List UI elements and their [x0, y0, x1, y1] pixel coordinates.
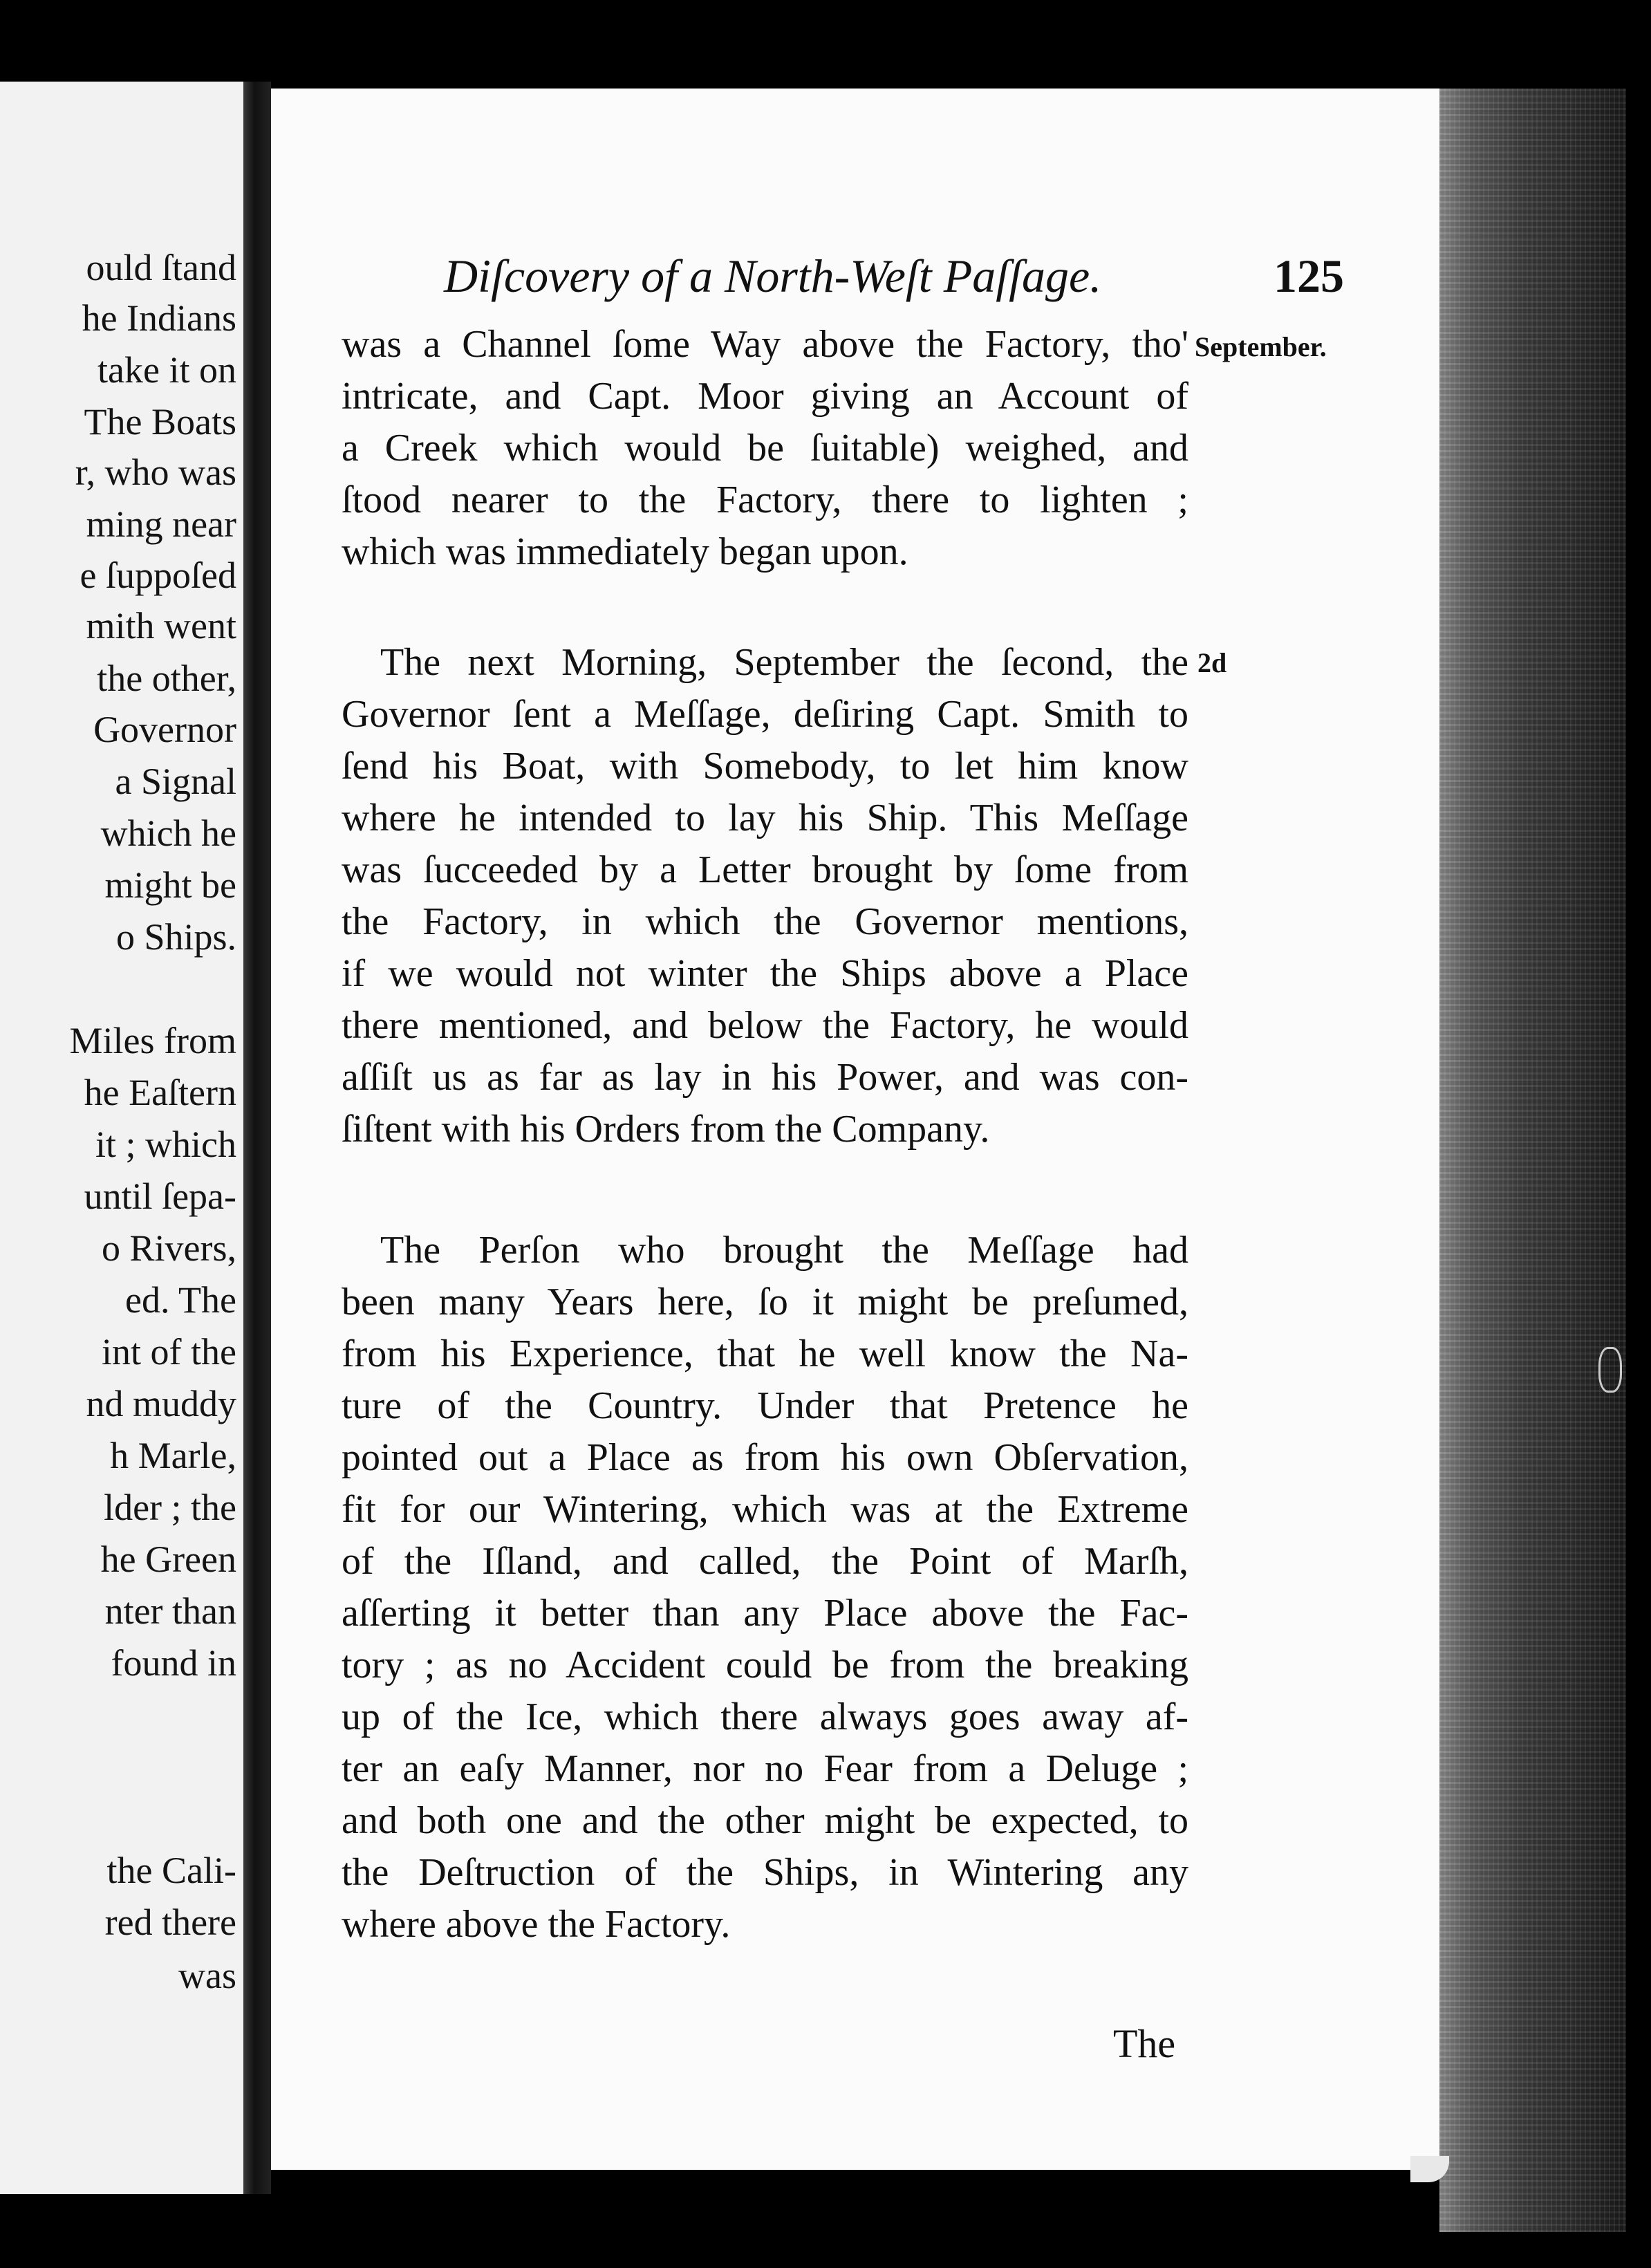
- text-line: The next Morning, September the ſecond, the: [380, 641, 1188, 684]
- page-number: 125: [1274, 250, 1344, 302]
- left-page-line: ould ſtand: [86, 247, 236, 288]
- margin-note-month: September.: [1195, 331, 1327, 362]
- text-line: where he intended to lay his Ship. This Meſſage: [342, 797, 1188, 839]
- text-line: been many Years here, ſo it might be preſumed,: [342, 1281, 1188, 1323]
- text-line: pointed out a Place as from his own Obſervation,: [342, 1436, 1188, 1479]
- left-page-line: until ſepa-: [84, 1175, 236, 1217]
- left-page-line: h Marle,: [110, 1435, 236, 1476]
- text-line: if we would not winter the Ships above a Place: [342, 952, 1188, 995]
- left-page-line: mith went: [86, 605, 236, 647]
- left-page-line: found in: [111, 1642, 236, 1684]
- left-page-line: which he: [100, 812, 236, 854]
- catchword: The: [1113, 2021, 1176, 2066]
- text-line: up of the Ice, which there always goes away af-: [342, 1695, 1188, 1738]
- left-page-line: he Eaſtern: [84, 1072, 236, 1113]
- left-page-line: nter than: [104, 1590, 236, 1632]
- edge-mark: [1598, 1347, 1622, 1393]
- text-line: intricate, and Capt. Moor giving an Account of: [342, 375, 1188, 418]
- text-line: there mentioned, and below the Factory, he would: [342, 1004, 1188, 1047]
- left-page-line: o Ships.: [115, 916, 236, 958]
- text-line: where above the Factory.: [342, 1903, 731, 1946]
- running-head: Diſcovery of a North-Weſt Paſſage.: [444, 250, 1102, 302]
- text-line: aſſerting it better than any Place above the Fac-: [342, 1592, 1188, 1635]
- left-page-line: o Rivers,: [102, 1227, 236, 1269]
- text-line: tory ; as no Accident could be from the breaking: [342, 1644, 1188, 1686]
- left-page-line: he Green: [100, 1539, 236, 1580]
- text-line: was ſucceeded by a Letter brought by ſome from: [342, 848, 1188, 891]
- left-page-line: int of the: [102, 1331, 236, 1373]
- left-page-line: take it on: [97, 349, 236, 391]
- left-page-line: ed. The: [125, 1279, 236, 1321]
- text-line: from his Experience, that he well know the Na-: [342, 1332, 1188, 1375]
- page-edges: [1439, 89, 1626, 2232]
- text-line: ſtood nearer to the Factory, there to lighten ;: [342, 478, 1188, 521]
- left-page-line: he Indians: [82, 297, 236, 339]
- left-page-line: the other,: [97, 658, 236, 699]
- left-page-line: e ſuppoſed: [80, 555, 236, 596]
- left-page-line: lder ; the: [104, 1487, 236, 1528]
- text-line: was a Channel ſome Way above the Factory, tho': [342, 323, 1188, 366]
- left-page-line: the Cali-: [106, 1850, 236, 1891]
- text-line: of the Iſland, and called, the Point of Marſh,: [342, 1540, 1188, 1583]
- text-line: Governor ſent a Meſſage, deſiring Capt. Smith to: [342, 693, 1188, 736]
- text-line: ſend his Boat, with Somebody, to let him know: [342, 745, 1188, 788]
- previous-page-fragment: [0, 82, 243, 2194]
- margin-note-day: 2d: [1197, 647, 1227, 678]
- text-line: ſiſtent with his Orders from the Company.: [342, 1108, 990, 1151]
- left-page-line: Miles from: [69, 1020, 236, 1061]
- text-line: aſſiſt us as far as lay in his Power, and was con-: [342, 1056, 1188, 1099]
- text-line: The Perſon who brought the Meſſage had: [380, 1229, 1188, 1272]
- left-page-line: red there: [104, 1902, 236, 1943]
- left-page-line: might be: [104, 864, 236, 906]
- left-page-line: nd muddy: [86, 1383, 236, 1424]
- left-page-line: Governor: [93, 709, 236, 750]
- text-line: ter an eaſy Manner, nor no Fear from a Deluge ;: [342, 1747, 1188, 1790]
- text-line: and both one and the other might be expected, to: [342, 1799, 1188, 1842]
- text-line: the Factory, in which the Governor mentions,: [342, 900, 1188, 943]
- text-line: which was immediately began upon.: [342, 530, 908, 573]
- text-line: ture of the Country. Under that Pretence he: [342, 1384, 1188, 1427]
- book-gutter: [243, 82, 271, 2194]
- left-page-line: r, who was: [75, 452, 236, 493]
- text-line: fit for our Wintering, which was at the Extreme: [342, 1488, 1188, 1531]
- text-line: the Deſtruction of the Ships, in Wintering any: [342, 1851, 1188, 1894]
- left-page-line: ming near: [86, 503, 236, 545]
- left-page-line: was: [178, 1955, 236, 1996]
- left-page-line: The Boats: [84, 401, 236, 443]
- text-line: a Creek which would be ſuitable) weighed, and: [342, 427, 1188, 470]
- left-page-line: it ; which: [95, 1124, 236, 1165]
- left-page-line: a Signal: [115, 761, 236, 802]
